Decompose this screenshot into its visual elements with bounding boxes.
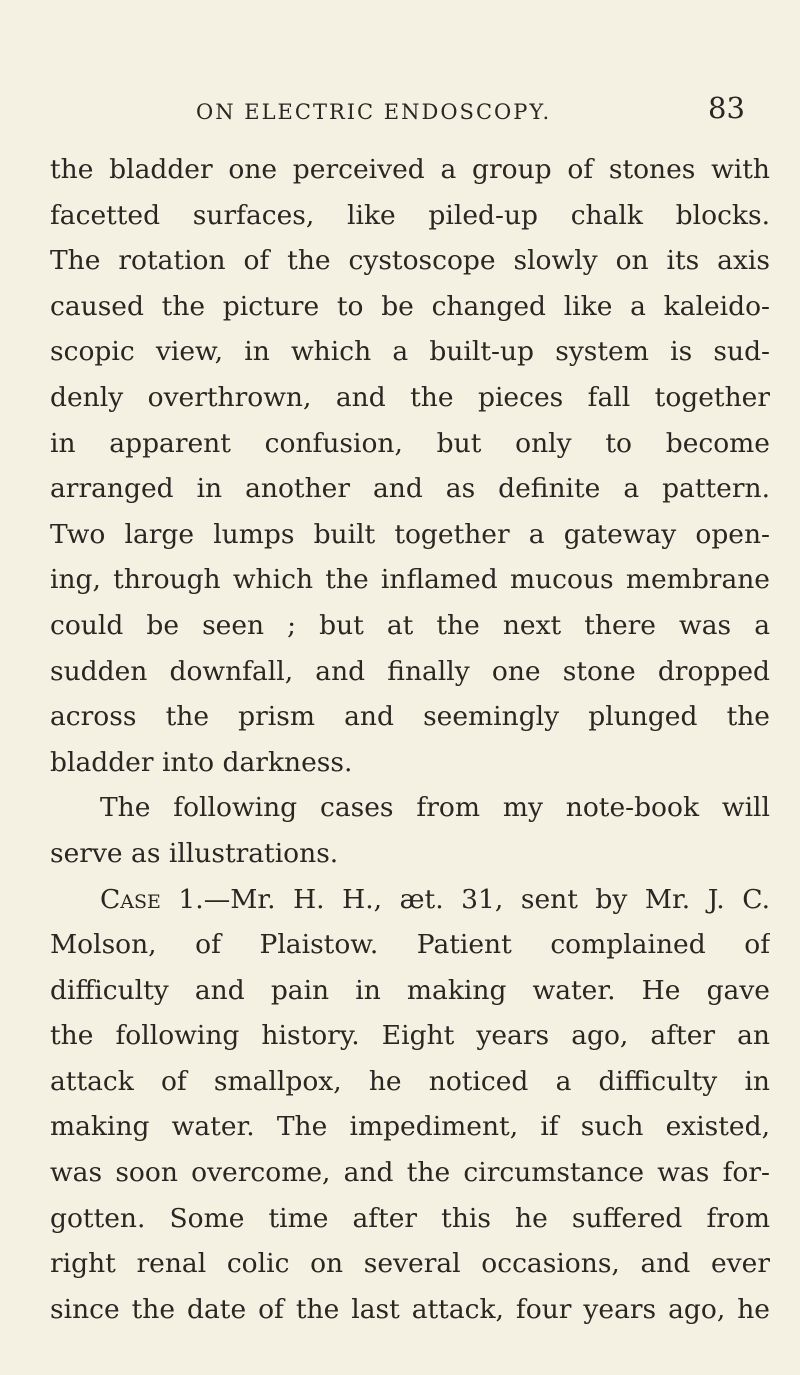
text-line: caused the picture to be changed like a kaleido- bbox=[50, 290, 770, 322]
running-header bbox=[0, 92, 800, 132]
text-line: scopic view, in which a built-up system is sud- bbox=[50, 336, 770, 368]
text-line: right renal colic on several occasions, and ever bbox=[50, 1248, 770, 1280]
body-text bbox=[50, 147, 770, 1332]
text-line: Molson, of Plaistow. Patient complained of bbox=[50, 929, 770, 961]
case-heading-line bbox=[50, 877, 770, 923]
text-line: the following history. Eight years ago, after an bbox=[50, 1020, 770, 1052]
text-line: was soon overcome, and the circumstance was for- bbox=[50, 1157, 770, 1189]
text-line: the bladder one perceived a group of stones with bbox=[50, 154, 770, 185]
text-line: since the date of the last attack, four years ago, he bbox=[50, 1293, 770, 1325]
text-line: difficulty and pain in making water. He gave bbox=[50, 974, 770, 1006]
text-line: denly overthrown, and the pieces fall together bbox=[50, 381, 770, 413]
text-line: gotten. Some time after this he suffered from bbox=[50, 1202, 770, 1234]
text-line: sudden downfall, and finally one stone dropped bbox=[50, 655, 770, 687]
text-line: bladder into darkness. bbox=[50, 746, 353, 778]
text-line: could be seen ; but at the next there was a bbox=[50, 609, 770, 641]
case-label: Case bbox=[100, 883, 161, 915]
text-line: making water. The impediment, if such existed, bbox=[50, 1111, 770, 1143]
running-title: ON ELECTRIC ENDOSCOPY. bbox=[196, 100, 552, 124]
case-line-text: 1.—Mr. H. H., æt. 31, sent by Mr. J. C. bbox=[160, 883, 770, 915]
text-line: attack of smallpox, he noticed a difficulty in bbox=[50, 1065, 770, 1097]
text-line: facetted surfaces, like piled-up chalk blocks. bbox=[50, 199, 770, 231]
text-line: The rotation of the cystoscope slowly on its axis bbox=[50, 245, 770, 277]
text-line: serve as illustrations. bbox=[50, 837, 339, 869]
text-line: The following cases from my note-book will bbox=[100, 792, 770, 824]
page-number: 83 bbox=[708, 91, 745, 125]
text-line: in apparent confusion, but only to become bbox=[50, 427, 770, 459]
text-line: Two large lumps built together a gateway open- bbox=[50, 518, 770, 550]
text-line: ing, through which the inflamed mucous membrane bbox=[50, 564, 770, 596]
text-line: arranged in another and as definite a pattern. bbox=[50, 473, 770, 505]
text-line: across the prism and seemingly plunged the bbox=[50, 701, 770, 733]
